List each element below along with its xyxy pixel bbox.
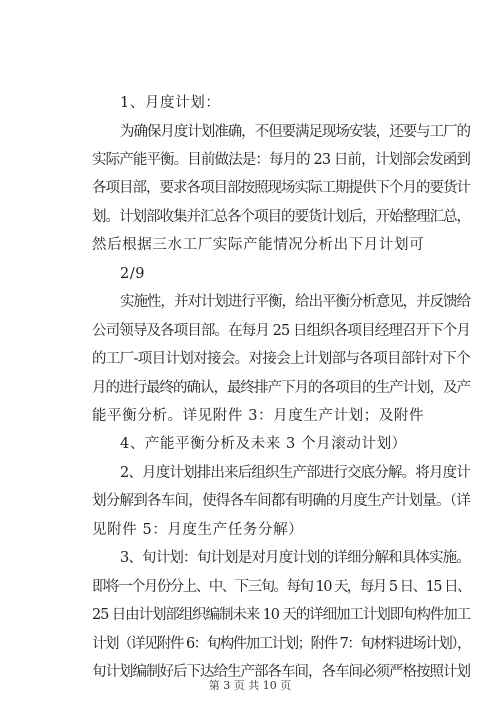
paragraph-line: 公司领导及各项目部。在每月 25 日组织各项目经理召开下个月	[92, 322, 470, 339]
paragraph-line: 实际产能平衡。目前做法是：每月的 23 日前，计划部会发函到	[92, 151, 470, 168]
paragraph-line: 划。计划部收集并汇总各个项目的要货计划后，开始整理汇总，	[92, 208, 470, 225]
paragraph-line: 为确保月度计划准确，不但要满足现场安装，还要与工厂的	[120, 123, 470, 140]
paragraph-line: 见附件 5：月度生产任务分解）	[92, 521, 304, 538]
paragraph-line: 3、旬计划：旬计划是对月度计划的详细分解和具体实施。	[120, 550, 470, 567]
paragraph-line: 计划（详见附件 6：旬构件加工计划；附件 7：旬材料进场计划），	[92, 635, 470, 652]
paragraph-line: 4、产能平衡分析及未来 3 个月滚动计划）	[120, 436, 407, 453]
paragraph-line: 的工厂-项目计划对接会。对接会上计划部与各项目部针对下个	[92, 351, 470, 368]
paragraph-line: 能平衡分析。详见附件 3：月度生产计划；及附件	[92, 407, 425, 424]
paragraph-line: 实施性，并对计划进行平衡，给出平衡分析意见，并反馈给	[120, 294, 470, 311]
paragraph-line: 月的进行最终的确认，最终排产下月的各项目的生产计划，及产	[92, 379, 470, 396]
section-heading: 1、月度计划：	[120, 95, 221, 111]
page-footer: 第 3 页 共 10 页	[208, 679, 292, 692]
paragraph-line: 旬计划编制好后下达给生产部各车间，各车间必须严格按照计划	[92, 664, 470, 680]
paragraph-line: 即将一个月份分上、中、下三旬。每旬 10 天，每月 5 日、15 日、	[92, 578, 470, 595]
paragraph-line: 划分解到各车间，使得各车间都有明确的月度生产计划量。（详	[92, 493, 470, 510]
paragraph-line: 25 日由计划部组织编制未来 10 天的详细加工计划即旬构件加工	[92, 607, 470, 624]
paragraph-line: 2、月度计划排出来后组织生产部进行交底分解。将月度计	[120, 464, 470, 481]
paragraph-line: 然后根据三水工厂实际产能情况分析出下月计划可	[92, 237, 425, 254]
page-marker: 2/9	[120, 265, 146, 282]
paragraph-line: 各项目部，要求各项目部按照现场实际工期提供下个月的要货计	[92, 180, 470, 197]
